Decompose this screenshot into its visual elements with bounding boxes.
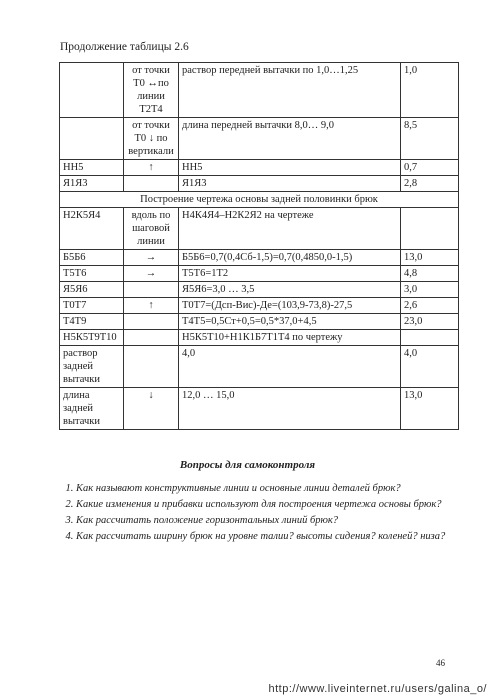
table-row (60, 330, 459, 346)
cell-c2: ↑ (124, 298, 179, 314)
cell-c3: 4,0 (179, 346, 401, 388)
cell-c2: ↓ (124, 388, 179, 430)
table-caption: Продолжение таблицы 2.6 (60, 41, 189, 53)
cell-c4: 23,0 (401, 314, 459, 330)
cell-c1: раствор задней вытачки (60, 346, 124, 388)
footer-url: http://www.liveinternet.ru/users/galina_o/ (268, 683, 487, 695)
cell-c2 (124, 330, 179, 346)
cell-c1: НН5 (60, 160, 124, 176)
questions-list (60, 482, 471, 546)
table-row (60, 250, 459, 266)
cell-c1: Я5Я6 (60, 282, 124, 298)
table-row (60, 208, 459, 250)
cell-c4: 2,6 (401, 298, 459, 314)
table-row (60, 160, 459, 176)
cell-c2 (124, 314, 179, 330)
table-row (60, 314, 459, 330)
cell-c4: 13,0 (401, 388, 459, 430)
cell-c3: 12,0 … 15,0 (179, 388, 401, 430)
cell-c1 (60, 63, 124, 118)
cell-c2: вдоль по шаговой линии (124, 208, 179, 250)
cell-c4: 2,8 (401, 176, 459, 192)
cell-c3: Т0Т7=(Дсп-Вис)-Де=(103,9-73,8)-27,5 (179, 298, 401, 314)
cell-c2: от точки Т0 ↓ по вертикали (124, 118, 179, 160)
cell-c4: 0,7 (401, 160, 459, 176)
cell-c3: Я1Я3 (179, 176, 401, 192)
cell-c4: 4,0 (401, 346, 459, 388)
table-row (60, 118, 459, 160)
cell-c4: 3,0 (401, 282, 459, 298)
cell-c2 (124, 282, 179, 298)
cell-c1: Т5Т6 (60, 266, 124, 282)
table-row (60, 388, 459, 430)
cell-c1: Т4Т9 (60, 314, 124, 330)
table-row (60, 298, 459, 314)
cell-c1 (60, 118, 124, 160)
page-number: 46 (436, 658, 445, 668)
cell-c2: → (124, 266, 179, 282)
cell-c2 (124, 346, 179, 388)
cell-c1: Т0Т7 (60, 298, 124, 314)
cell-c1: длина задней вытачки (60, 388, 124, 430)
table-row (60, 176, 459, 192)
cell-c4 (401, 208, 459, 250)
section-header: Построение чертежа основы задней половинки брюк (60, 192, 459, 208)
table-row (60, 63, 459, 118)
table-row (60, 346, 459, 388)
question-item: 3. Как рассчитать положение горизонтальных линий брюк? (76, 514, 471, 527)
cell-c3: Т4Т5=0,5Ст+0,5=0,5*37,0+4,5 (179, 314, 401, 330)
cell-c2: ↑ (124, 160, 179, 176)
questions-title: Вопросы для самоконтроля (179, 459, 316, 471)
cell-c2: от точки Т0 ↔по линии Т2Т4 (124, 63, 179, 118)
cell-c2 (124, 176, 179, 192)
cell-c1: Н2К5Я4 (60, 208, 124, 250)
cell-c3: раствор передней вытачки по 1,0…1,25 (179, 63, 401, 118)
question-item: 2. Какие изменения и прибавки используют для построения чертежа основы брюк? (76, 498, 471, 511)
construction-table (59, 62, 459, 430)
cell-c4: 13,0 (401, 250, 459, 266)
cell-c1: Н5К5Т9Т10 (60, 330, 124, 346)
cell-c1: Б5Б6 (60, 250, 124, 266)
table-row (60, 192, 459, 208)
cell-c3: Я5Я6=3,0 … 3,5 (179, 282, 401, 298)
cell-c3: Б5Б6=0,7(0,4Сб-1,5)=0,7(0,4850,0-1,5) (179, 250, 401, 266)
cell-c4: 1,0 (401, 63, 459, 118)
cell-c1: Я1Я3 (60, 176, 124, 192)
cell-c4: 4,8 (401, 266, 459, 282)
table-row (60, 282, 459, 298)
cell-c3: Т5Т6=1Т2 (179, 266, 401, 282)
cell-c3: длина передней вытачки 8,0… 9,0 (179, 118, 401, 160)
question-item: 1. Как называют конструктивные линии и основные линии деталей брюк? (76, 482, 471, 495)
cell-c4: 8,5 (401, 118, 459, 160)
cell-c3: Н5К5Т10+Н1К1Б7Т1Т4 по чертежу (179, 330, 401, 346)
table-row (60, 266, 459, 282)
question-item: 4. Как рассчитать ширину брюк на уровне талии? высоты сидения? коленей? низа? (76, 530, 471, 543)
cell-c2: → (124, 250, 179, 266)
cell-c4 (401, 330, 459, 346)
cell-c3: НН5 (179, 160, 401, 176)
cell-c3: Н4К4Я4–Н2К2Я2 на чертеже (179, 208, 401, 250)
